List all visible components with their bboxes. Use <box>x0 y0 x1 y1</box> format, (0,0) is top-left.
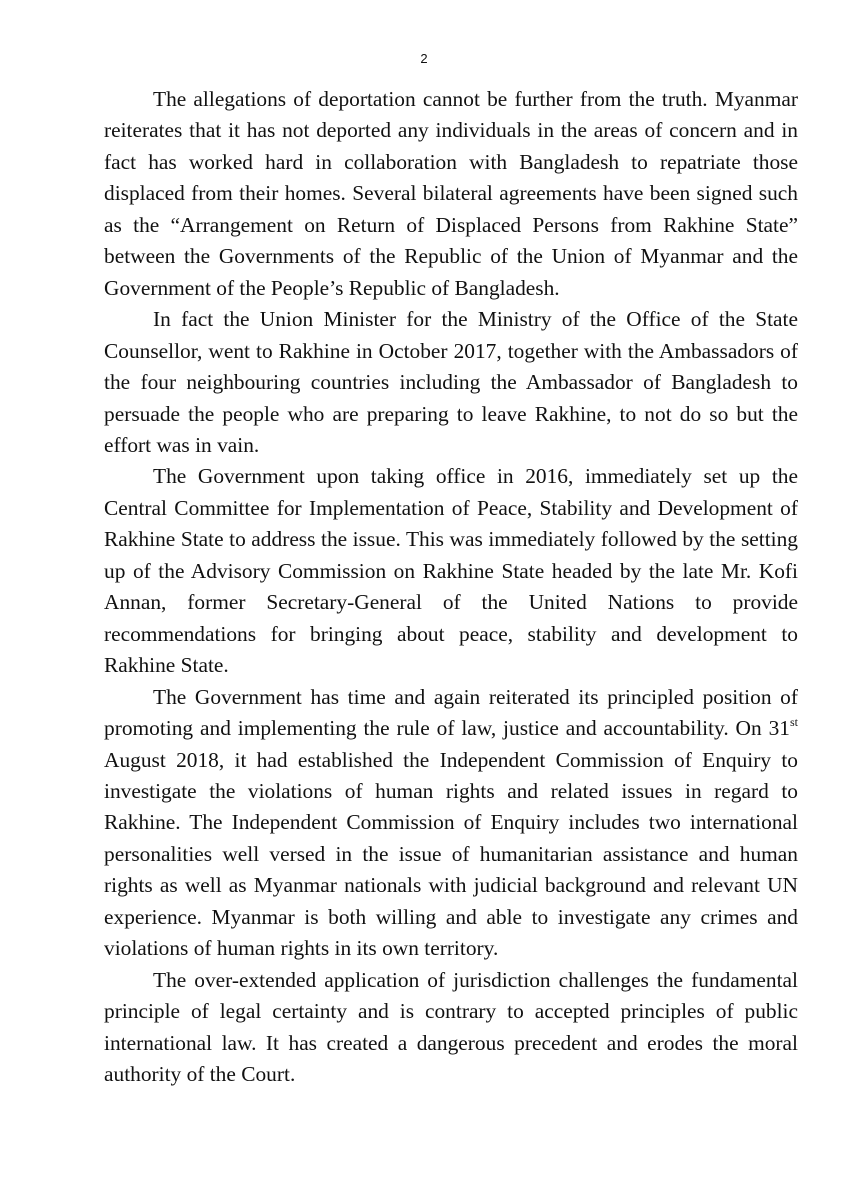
document-body <box>104 84 798 1091</box>
page-number: 2 <box>420 51 428 66</box>
paragraph-central-committee: The Government upon taking office in 2016, immediately set up the Central Committee for Implementation of Peace, Stability and Development of Rakhine State to address the issue. This was immediately followed by the setting up of the Advisory Commission on Rakhine State headed by the late Mr. Kofi Annan, former Secretary-General of the United Nations to provide recommendations for bringing about peace, stability and development to Rakhine State. <box>104 464 798 678</box>
ordinal-superscript: st <box>789 715 798 730</box>
paragraph-deportation: The allegations of deportation cannot be further from the truth. Myanmar reiterates that it has not deported any individuals in the areas of concern and in fact has worked hard in collaboration with Bangladesh to repatriate those displaced from their homes. Several bilateral agreements have been signed such as the “Arrangement on Return of Displaced Persons from Rakhine State” between the Governments of the Republic of the Union of Myanmar and the Government of the People’s Republic of Bangladesh. <box>104 87 798 300</box>
paragraph-independent-commission <box>104 682 798 965</box>
paragraph-jurisdiction: The over-extended application of jurisdiction challenges the fundamental principle of legal certainty and is contrary to accepted principles of public international law. It has created a dangerous precedent and erodes the moral authority of the Court. <box>104 967 798 1087</box>
paragraph-text-part-1: The Government has time and again reiterated its principled position of promoting and implementing the rule of law, justice and accountability. On 31 <box>104 684 798 741</box>
paragraph-union-minister-visit: In fact the Union Minister for the Ministry of the Office of the State Counsellor, went to Rakhine in October 2017, together with the Ambassadors of the four neighbouring countries including the Ambassador of Bangladesh to persuade the people who are preparing to leave Rakhine, to not do so but the effort was in vain. <box>104 307 798 457</box>
paragraph-text-part-2: August 2018, it had established the Independent Commission of Enquiry to investigate the violations of human rights and related issues in regard to Rakhine. The Independent Commission of Enquiry includes two international personalities well versed in the issue of humanitarian assistance and human rights as well as Myanmar nationals with judicial background and relevant UN experience. Myanmar is both willing and able to investigate any crimes and violations of human rights in its own territory. <box>104 747 798 961</box>
